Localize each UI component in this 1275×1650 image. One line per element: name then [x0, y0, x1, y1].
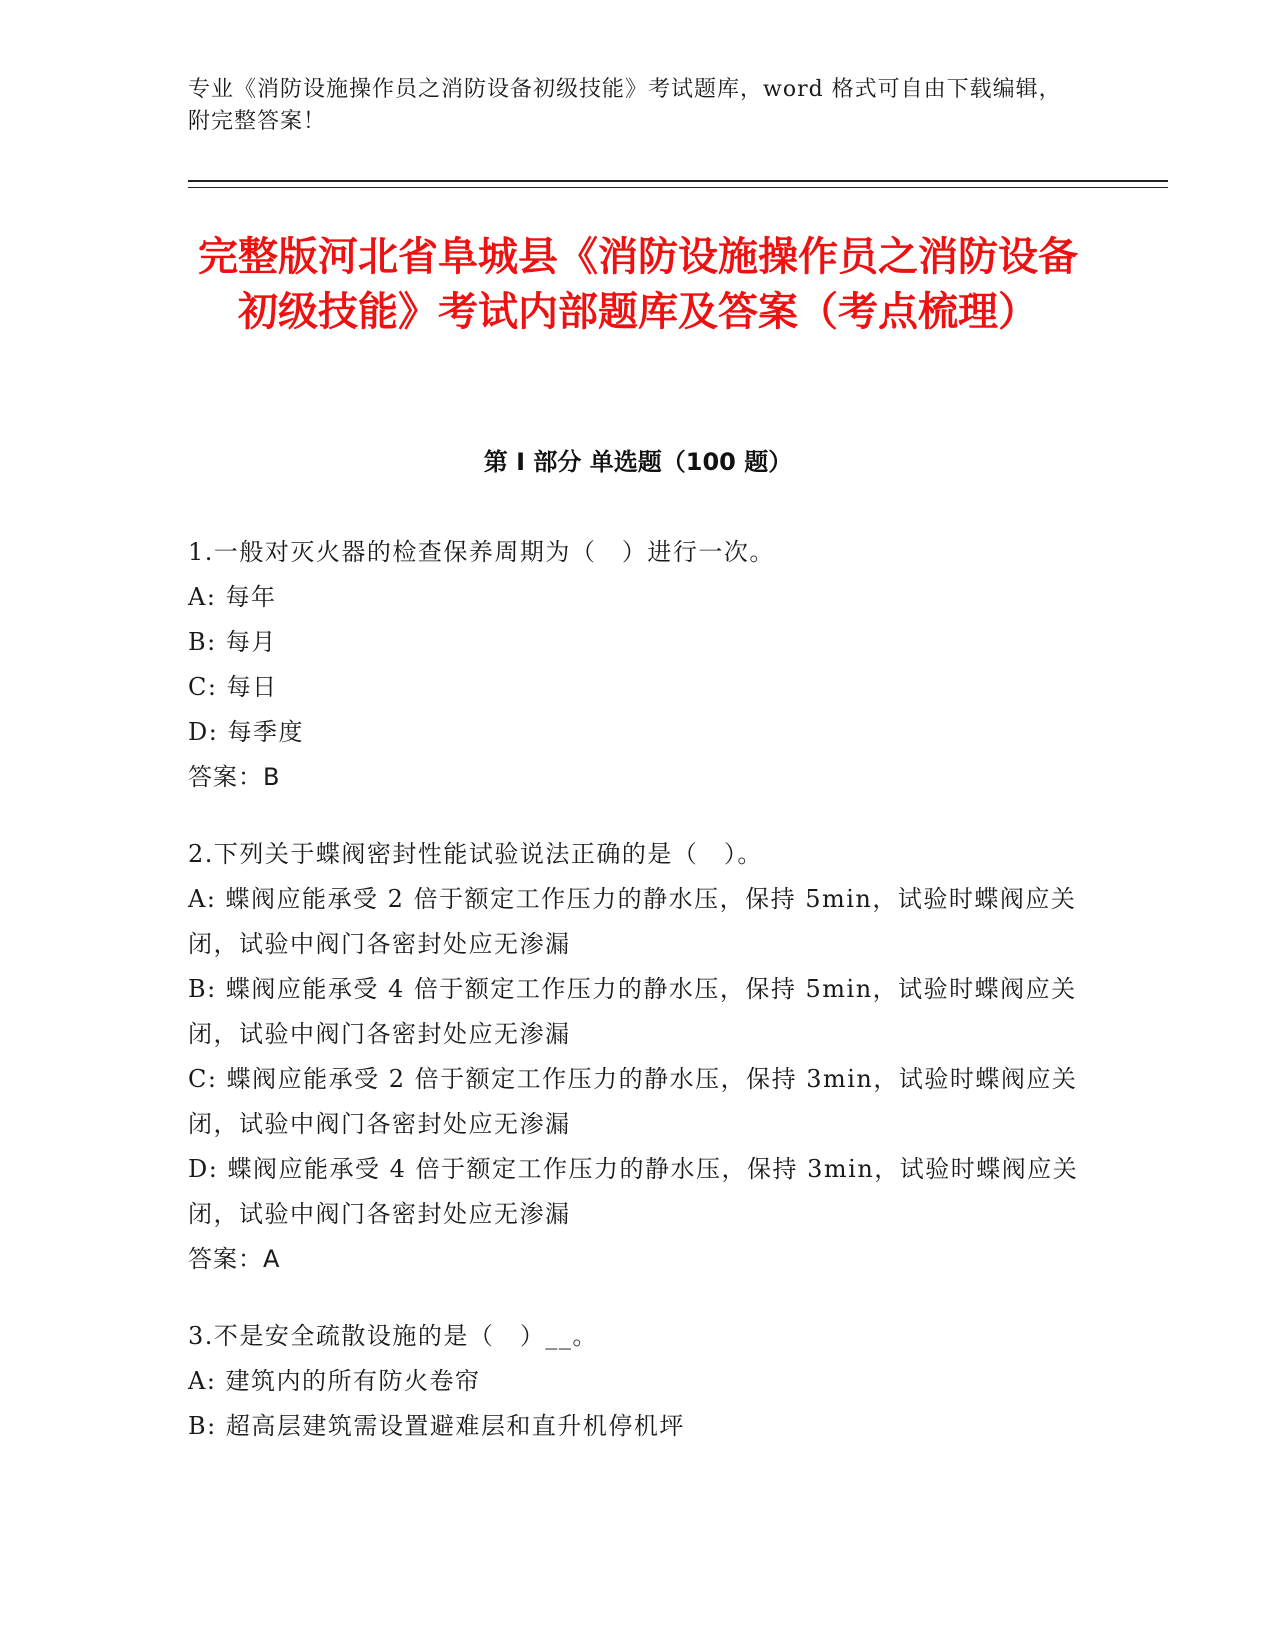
question-list [188, 530, 1088, 1481]
question-3 [188, 1314, 1088, 1449]
option-a: A: 建筑内的所有防火卷帘 [188, 1367, 481, 1395]
answer-line: 答案：B [188, 763, 281, 791]
option-d: D: 蝶阀应能承受 4 倍于额定工作压力的静水压，保持 3min，试验时蝶阀应关闭，试验中阀门各密封处应无渗漏 [188, 1155, 1079, 1228]
option-a: A: 每年 [188, 583, 277, 611]
question-stem: 2.下列关于蝶阀密封性能试验说法正确的是（ ）。 [188, 840, 763, 868]
option-c: C: 蝶阀应能承受 2 倍于额定工作压力的静水压，保持 3min，试验时蝶阀应关闭，试验中阀门各密封处应无渗漏 [188, 1065, 1078, 1138]
question-1 [188, 530, 1088, 800]
document-title: 完整版河北省阜城县《消防设施操作员之消防设备初级技能》考试内部题库及答案（考点梳理） [198, 234, 1078, 335]
question-stem: 1.一般对灭火器的检查保养周期为（ ）进行一次。 [188, 538, 775, 566]
section-title: 第 I 部分 单选题（100 题） [483, 448, 793, 476]
header-divider-thin [188, 187, 1168, 188]
question-2 [188, 832, 1088, 1282]
option-c: C: 每日 [188, 673, 278, 701]
header-note: 专业《消防设施操作员之消防设备初级技能》考试题库，word 格式可自由下载编辑，附完整答案！ [188, 77, 1062, 134]
option-d: D: 每季度 [188, 718, 304, 746]
option-b: B: 超高层建筑需设置避难层和直升机停机坪 [188, 1412, 685, 1440]
question-stem: 3.不是安全疏散设施的是（ ）__。 [188, 1322, 598, 1350]
header-divider-thick [188, 180, 1168, 182]
option-b: B: 蝶阀应能承受 4 倍于额定工作压力的静水压，保持 5min，试验时蝶阀应关闭，试验中阀门各密封处应无渗漏 [188, 975, 1077, 1048]
option-b: B: 每月 [188, 628, 277, 656]
answer-line: 答案：A [188, 1245, 281, 1273]
option-a: A: 蝶阀应能承受 2 倍于额定工作压力的静水压，保持 5min，试验时蝶阀应关闭，试验中阀门各密封处应无渗漏 [188, 885, 1077, 958]
